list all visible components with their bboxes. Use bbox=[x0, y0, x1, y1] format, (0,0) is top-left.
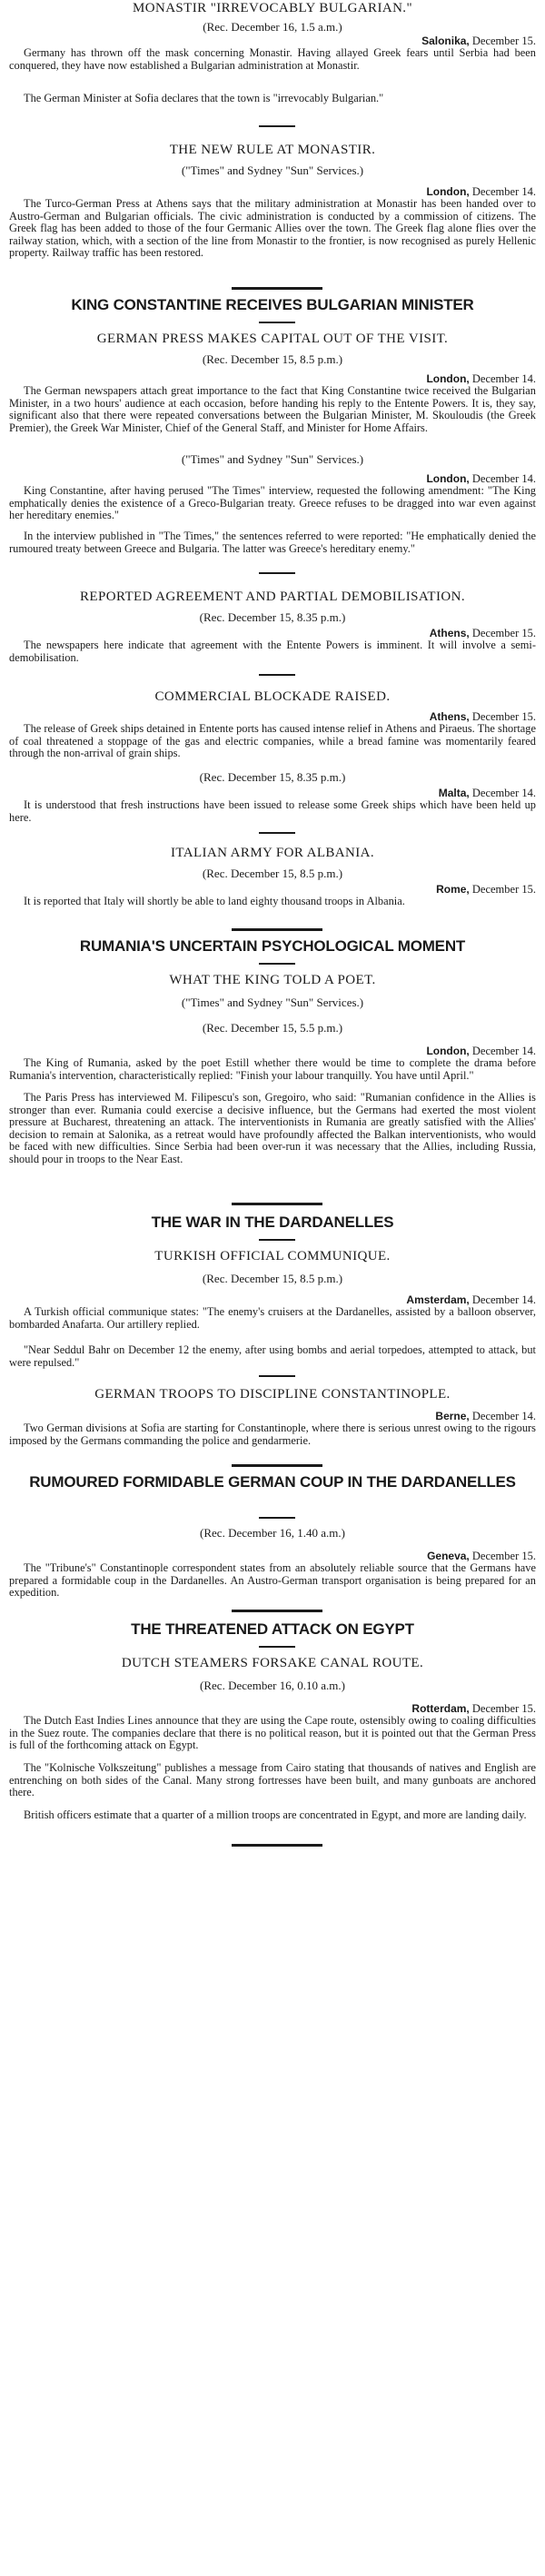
paragraph: Germany has thrown off the mask concerning Monastir. Having allayed Greek fears until Serbia had been conquered, they have now established a Bulgarian administration at Monastir. bbox=[9, 46, 536, 72]
dateline-place: Salonika, bbox=[421, 35, 470, 47]
section-rule bbox=[259, 674, 295, 676]
section-rule bbox=[259, 1375, 295, 1377]
paragraph: The German Minister at Sofia declares that the town is "irrevocably Bulgarian." bbox=[24, 92, 384, 104]
services-line: ("Times" and Sydney "Sun" Services.) bbox=[181, 163, 364, 177]
paragraph: The "Tribune's" Constantinople correspondent states from an absolutely reliable source that the Germans have prepared a formidable coup in the Dardanelles. An Austro-German transport organisation is being prepared for an expedition. bbox=[9, 1561, 536, 1600]
paragraph: The release of Greek ships detained in Entente ports has caused intense relief in Athens and Piraeus. The shortage of coal threatened a stoppage of the gas and electric companies, while a bread famine was momentarily feared through the non-arrival of grain ships. bbox=[9, 722, 536, 760]
dateline-place: London, bbox=[426, 372, 470, 385]
rec-line: (Rec. December 15, 8.35 p.m.) bbox=[199, 610, 346, 624]
dateline-place: Rome, bbox=[436, 883, 470, 896]
dateline-date: December 15. bbox=[471, 883, 536, 896]
dateline-place: London, bbox=[426, 1045, 470, 1057]
major-headline-rumoured-coup: RUMOURED FORMIDABLE GERMAN COUP IN THE DARDANELLES bbox=[29, 1473, 516, 1491]
paragraph: King Constantine, after having perused "The Times" interview, requested the following amendment: "The King emphatically denies the existence of a Greco-Bulgarian treaty. Greece refuses to be dragged into war even against her hereditary enemies." bbox=[9, 484, 536, 522]
paragraph: The "Kolnische Volkszeitung" publishes a message from Cairo stating that thousands of natives and English are entrenching on both sides of the Canal. Many strong fortresses have been built, and many gunboats are anchored there. bbox=[9, 1761, 536, 1799]
section-rule bbox=[232, 928, 322, 931]
dateline-date: December 14. bbox=[471, 185, 536, 198]
rec-line: (Rec. December 15, 8.5 p.m.) bbox=[202, 867, 343, 880]
headline-dutch-steamers: DUTCH STEAMERS FORSAKE CANAL ROUTE. bbox=[121, 1656, 424, 1670]
rec-line: (Rec. December 15, 8.5 p.m.) bbox=[202, 1272, 343, 1285]
paragraph: The Paris Press has interviewed M. Filipescu's son, Gregoiro, who said: "Rumanian confidence in the Allies is stronger than ever. Rumania could exercise a decisive influence, but the Germans had exerted the most violent pressure at Bucharest, threatening an attack. The interventionists in Rumania are greatly satisfied with the Allies' decision to remain at Salonika, as a retreat would have profoundly affected the Balkan interventionists, who would be faced with new difficulties. Since Serbia had been over-run it was necessary that the Allies, including Russia, should pour in troops to the Near East. bbox=[9, 1091, 536, 1165]
dateline-date: December 15. bbox=[471, 1702, 536, 1715]
section-rule bbox=[259, 1517, 295, 1519]
section-rule bbox=[232, 1844, 322, 1847]
paragraph: British officers estimate that a quarter of a million troops are concentrated in Egypt, and more are landing daily. bbox=[24, 1808, 527, 1821]
dateline-date: December 14. bbox=[471, 1410, 536, 1422]
rec-line: (Rec. December 15, 8.35 p.m.) bbox=[199, 770, 346, 784]
headline-german-press: GERMAN PRESS MAKES CAPITAL OUT OF THE VISIT. bbox=[96, 332, 449, 346]
dateline-place: Berne, bbox=[435, 1410, 470, 1422]
paragraph: The Dutch East Indies Lines announce that they are using the Cape route, ostensibly owing to coaling difficulties in the Suez route. The companies declare that there is no political reason, but it is pointed out that the German Press is full of the forthcoming attack on Egypt. bbox=[9, 1714, 536, 1752]
dateline-place: London, bbox=[426, 185, 470, 198]
section-rule bbox=[259, 963, 295, 965]
headline-king-told-poet: WHAT THE KING TOLD A POET. bbox=[169, 973, 376, 987]
paragraph: It is understood that fresh instructions have been issued to release some Greek ships which have been held up here. bbox=[9, 798, 536, 824]
paragraph: The newspapers here indicate that agreement with the Entente Powers is imminent. It will involve a semi-demobilisation. bbox=[9, 639, 536, 664]
headline-turkish-communique: TURKISH OFFICIAL COMMUNIQUE. bbox=[154, 1249, 391, 1263]
dateline-place: Athens, bbox=[429, 627, 470, 639]
services-line: ("Times" and Sydney "Sun" Services.) bbox=[181, 996, 364, 1009]
paragraph: The Turco-German Press at Athens says that the military administration at Monastir has been handed over to Austro-German and Bulgarian officials. The civic administration is conducted by a commission of citizens. The Greek flag has been added to those of the four Germanic Allies over the town. The Greek flag alone flies over the railway station, which, with a section of the line from Monastir to the frontier, is now recognised as purely Hellenic property. Railway traffic has been restored. bbox=[9, 197, 536, 260]
dateline-date: December 15. bbox=[471, 1550, 536, 1562]
services-line: ("Times" and Sydney "Sun" Services.) bbox=[181, 452, 364, 466]
paragraph: In the interview published in "The Times," the sentences referred to were reported: "He emphatically denied the rumoured treaty between Greece and Bulgaria. The latter was Greece's hereditary enemy." bbox=[9, 530, 536, 555]
dateline-place: Malta, bbox=[438, 787, 470, 799]
section-rule bbox=[232, 1610, 322, 1612]
section-rule bbox=[259, 125, 295, 127]
headline-reported-agreement: REPORTED AGREEMENT AND PARTIAL DEMOBILISATION. bbox=[80, 590, 465, 604]
section-rule bbox=[232, 1464, 322, 1467]
rec-line: (Rec. December 16, 0.10 a.m.) bbox=[200, 1679, 345, 1692]
dateline-date: December 14. bbox=[471, 1293, 536, 1306]
major-headline-rumania: RUMANIA'S UNCERTAIN PSYCHOLOGICAL MOMENT bbox=[79, 937, 466, 955]
rec-line: (Rec. December 16, 1.5 a.m.) bbox=[203, 20, 342, 34]
section-rule bbox=[259, 572, 295, 574]
dateline-date: December 15. bbox=[471, 710, 536, 723]
major-headline-dardanelles: THE WAR IN THE DARDANELLES bbox=[151, 1214, 394, 1231]
paragraph: The King of Rumania, asked by the poet Estill whether there would be time to complete the drama before Rumania's intervention, characteristically replied: "Finish your labour tranquilly. You have until April." bbox=[9, 1056, 536, 1082]
dateline-place: Athens, bbox=[429, 710, 470, 723]
paragraph: It is reported that Italy will shortly be able to land eighty thousand troops in Albania. bbox=[24, 895, 405, 907]
dateline-date: December 14. bbox=[471, 472, 536, 485]
rec-line: (Rec. December 15, 5.5 p.m.) bbox=[202, 1021, 343, 1035]
dateline-date: December 14. bbox=[471, 787, 536, 799]
rec-line: (Rec. December 16, 1.40 a.m.) bbox=[200, 1526, 345, 1540]
dateline-place: Amsterdam, bbox=[406, 1293, 470, 1306]
headline-new-rule: THE NEW RULE AT MONASTIR. bbox=[169, 143, 376, 157]
section-rule bbox=[259, 1646, 295, 1648]
major-headline-egypt: THE THREATENED ATTACK ON EGYPT bbox=[131, 1620, 414, 1638]
dateline-date: December 14. bbox=[471, 1045, 536, 1057]
headline-german-troops: GERMAN TROOPS TO DISCIPLINE CONSTANTINOPLE. bbox=[94, 1387, 451, 1402]
dateline-date: December 15. bbox=[471, 35, 536, 47]
paragraph: "Near Seddul Bahr on December 12 the enemy, after using bombs and aerial torpedoes, attempted to attack, but were repulsed." bbox=[9, 1343, 536, 1369]
major-headline-king-constantine: KING CONSTANTINE RECEIVES BULGARIAN MINISTER bbox=[71, 296, 474, 313]
paragraph: A Turkish official communique states: "The enemy's cruisers at the Dardanelles, assisted by a balloon observer, bombarded Anafarta. Our artillery replied. bbox=[9, 1305, 536, 1331]
headline-commercial-blockade: COMMERCIAL BLOCKADE RAISED. bbox=[154, 689, 391, 704]
section-rule bbox=[259, 322, 295, 323]
section-rule bbox=[232, 287, 322, 290]
headline-italian-army: ITALIAN ARMY FOR ALBANIA. bbox=[170, 846, 375, 860]
rec-line: (Rec. December 15, 8.5 p.m.) bbox=[202, 352, 343, 366]
dateline-place: London, bbox=[426, 472, 470, 485]
dateline-place: Rotterdam, bbox=[411, 1702, 470, 1715]
section-rule bbox=[232, 1203, 322, 1205]
dateline-place: Geneva, bbox=[427, 1550, 470, 1562]
section-rule bbox=[259, 1239, 295, 1241]
dateline-date: December 14. bbox=[471, 372, 536, 385]
paragraph: Two German divisions at Sofia are starting for Constantinople, where there is serious unrest owing to the rigours imposed by the Germans commanding the police and gendarmerie. bbox=[9, 1422, 536, 1447]
paragraph: The German newspapers attach great importance to the fact that King Constantine twice received the Bulgarian Minister, in a two hours' audience at each occasion, before handing his reply to the Entente Powers. It is, they say, significant also that there were repeated conversations between the Bulgarian Minister, M. Skouloudis (the Greek Premier), the Greek War Minister, Chief of the General Staff, and Minister for Home Affairs. bbox=[9, 384, 536, 434]
dateline-date: December 15. bbox=[471, 627, 536, 639]
section-rule bbox=[259, 832, 295, 834]
headline-monastir: MONASTIR "IRREVOCABLY BULGARIAN." bbox=[133, 1, 412, 15]
